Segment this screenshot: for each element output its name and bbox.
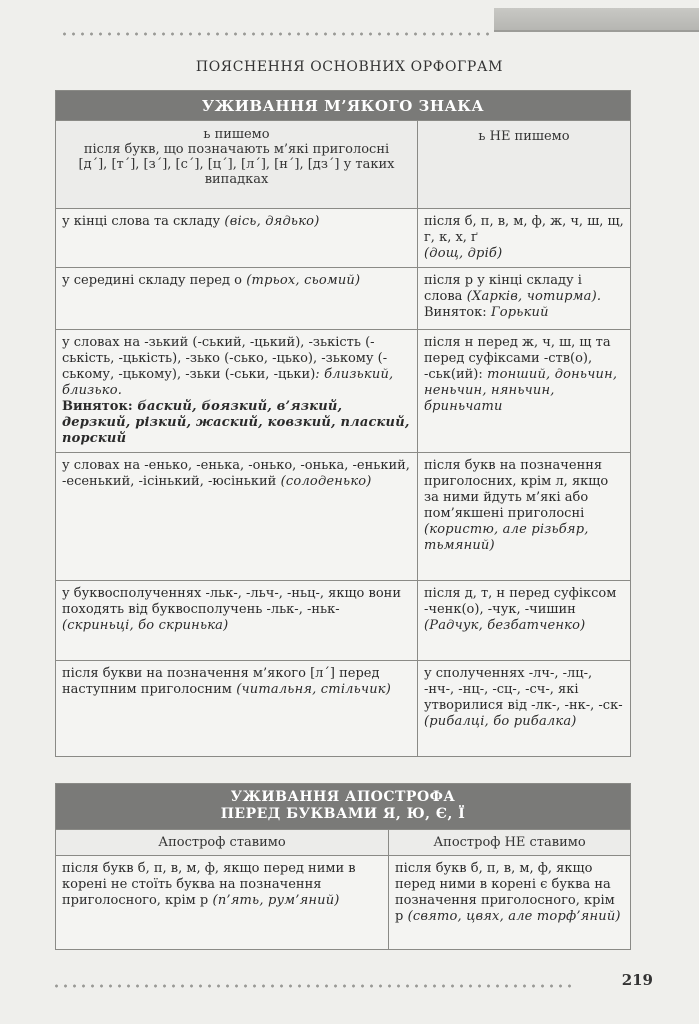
page-number: 219 — [621, 971, 653, 989]
rule-text: після р у кінці складу і слова — [424, 273, 582, 304]
soft-sign-table — [55, 90, 631, 757]
rule-text: у буквосполученнях -льк-, -льч-, -ньц-, якщо вони походять від буквосполучень -льк-, -ньк- — [62, 586, 401, 617]
example-text: (Радчук, безбатченко) — [424, 618, 586, 633]
apostrophe-banner-line2: ПЕРЕД БУКВАМИ Я, Ю, Є, Ї — [220, 806, 466, 822]
nowrite-cell — [418, 581, 631, 661]
table-row — [56, 209, 631, 268]
rule-text: після букв б, п, в, м, ф, якщо перед ними в корені є буква на позначення приголосного, крім р — [395, 861, 615, 924]
example-text: (Харків, чотирма). — [462, 289, 602, 304]
example-text: (скриньці, бо скринька) — [62, 618, 229, 633]
example-text: (вісь, дядько) — [220, 214, 320, 229]
rule-text: після букви на позначення м’якого [л´] перед наступним приголосним — [62, 666, 380, 697]
example-text: (солоденько) — [276, 474, 372, 489]
apostrophe-write-header: Апостроф ставимо — [56, 830, 389, 856]
nowrite-cell — [418, 268, 631, 330]
example-text: (читальня, стільчик) — [231, 682, 392, 697]
example-text: (трьох, сьомий) — [241, 273, 361, 288]
exception-text: баский, боязкий, в’язкий, дерзкий, різкий, жаский, ковзкий, плаский, порский — [62, 399, 410, 446]
soft-sign-banner: УЖИВАННЯ М’ЯКОГО ЗНАКА — [56, 91, 631, 121]
apostrophe-banner-line1: УЖИВАННЯ АПОСТРОФА — [230, 789, 456, 805]
nowrite-cell — [418, 209, 631, 268]
example-text: (користю, але різьбяр, тьмяний) — [424, 522, 589, 553]
header-tab — [494, 8, 699, 32]
rule-text: після д, т, н перед суфіксом -ченк(о), -чук, -чишин — [424, 586, 617, 617]
write-cell — [56, 268, 418, 330]
example-text: : близький, близько. — [62, 367, 394, 398]
example-text: (п’ять, рум’яний) — [208, 893, 340, 908]
exception-label: Виняток: — [62, 399, 133, 414]
write-cell — [56, 330, 418, 453]
nowrite-cell — [389, 856, 631, 950]
nowrite-cell — [418, 661, 631, 757]
table-row — [56, 856, 631, 950]
table-row — [56, 268, 631, 330]
rule-text: після б, п, в, м, ф, ж, ч, ш, щ, г, к, х, ґ — [424, 214, 624, 245]
rule-text: у кінці слова та складу — [62, 214, 221, 229]
rule-text: у словах на -енько, -енька, -онько, -онька, -енький, -есенький, -ісінький, -юсінький — [62, 458, 410, 489]
exception-text: Горький — [486, 305, 549, 320]
rule-text: у словах на -зький (-ський, -цький), -зькість (-ськість, -цькість), -зько (-сько, -цько), -зькому (-ському, -цькому), -зьки (-ськи, -цьки) — [62, 335, 388, 382]
rule-text: у сполученнях -лч-, -лц-, -нч-, -нц-, -сц-, -сч-, які утворилися від -лк-, -нк-, -ск- — [424, 666, 623, 713]
nowrite-cell — [418, 453, 631, 581]
table-row — [56, 330, 631, 453]
top-dotted-rule — [60, 32, 490, 36]
write-cell — [56, 453, 418, 581]
apostrophe-banner — [56, 784, 631, 830]
rule-text: після букв б, п, в, м, ф, якщо перед ними в корені не стоїть буква на позначення приголосного, крім р — [62, 861, 356, 908]
exception-label: Виняток: — [424, 305, 487, 320]
table-row — [56, 581, 631, 661]
apostrophe-table — [55, 783, 631, 950]
soft-sign-nowrite-header: ь НЕ пишемо — [418, 121, 631, 209]
example-text: (рибалці, бо рибалка) — [424, 714, 577, 729]
table-row — [56, 661, 631, 757]
rule-text: після н перед ж, ч, ш, щ та перед суфіксами -ств(о), -ськ(ий): — [424, 335, 611, 382]
write-cell — [56, 209, 418, 268]
write-cell — [56, 581, 418, 661]
bottom-dotted-rule — [52, 984, 572, 988]
page-title: ПОЯСНЕННЯ ОСНОВНИХ ОРФОГРАМ — [195, 59, 504, 75]
table-row — [56, 453, 631, 581]
rule-text: у середині складу перед о — [62, 273, 242, 288]
apostrophe-nowrite-header: Апостроф НЕ ставимо — [389, 830, 631, 856]
example-text: (свято, цвях, але торф’яний) — [403, 909, 621, 924]
write-cell — [56, 661, 418, 757]
write-cell — [56, 856, 389, 950]
soft-sign-write-header: ь пишемо після букв, що позначають м’які приголосні [д´], [т´], [з´], [с´], [ц´], [л´], [н´], [дз´] у таких випадках — [56, 121, 418, 209]
nowrite-cell — [418, 330, 631, 453]
example-text: тонший, доньчин, неньчин, няньчин, бриньчати — [424, 367, 618, 414]
rule-text: після букв на позначення приголосних, крім л, якщо за ними йдуть м’які або пом’якшені приголосні — [424, 458, 609, 521]
example-text: (дощ, дріб) — [424, 246, 503, 261]
